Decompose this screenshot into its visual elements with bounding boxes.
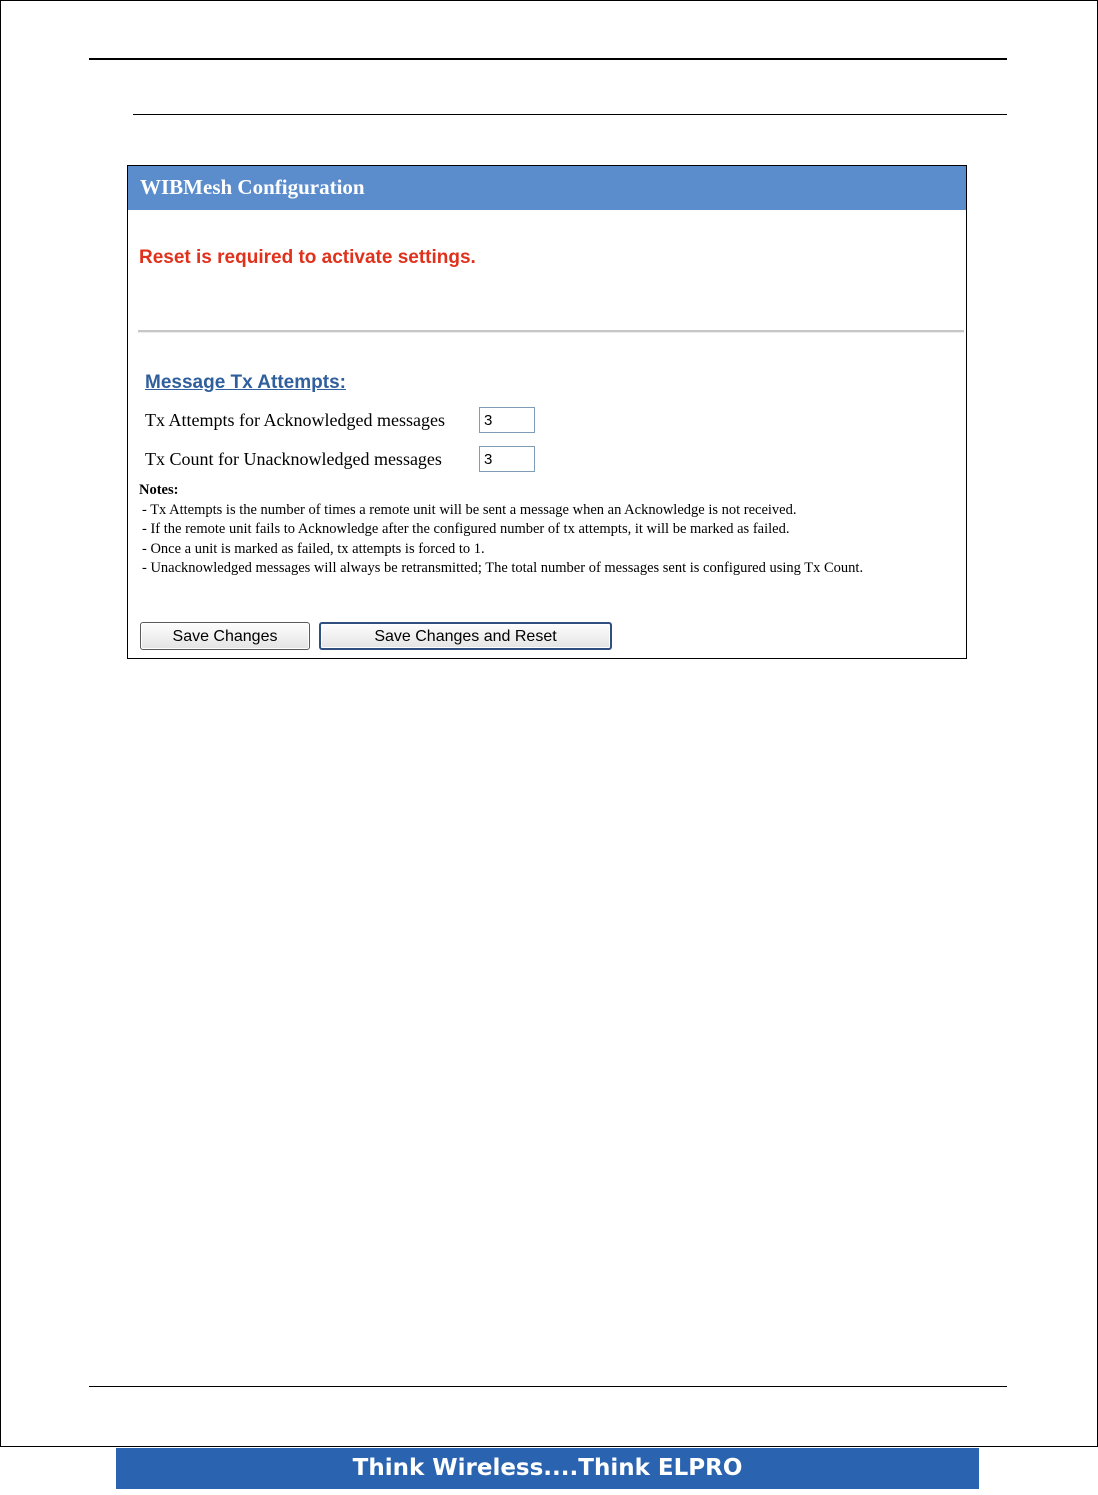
field-row-tx-count [145, 445, 535, 473]
notes-title: Notes: [139, 482, 179, 498]
save-changes-and-reset-button[interactable]: Save Changes and Reset [319, 622, 612, 650]
page-border-bottom [0, 1446, 1098, 1447]
note-line: - Once a unit is marked as failed, tx attempts is forced to 1. [142, 540, 485, 557]
section-heading-message-tx-attempts: Message Tx Attempts: [145, 372, 346, 393]
tx-count-input[interactable] [479, 446, 535, 472]
tx-attempts-input[interactable] [479, 407, 535, 433]
footer-slogan-banner: Think Wireless....Think ELPRO [116, 1448, 979, 1489]
tx-attempts-label: Tx Attempts for Acknowledged messages [145, 409, 445, 430]
footer-rule [89, 1386, 1007, 1387]
reset-required-message: Reset is required to activate settings. [139, 247, 476, 268]
save-changes-button[interactable]: Save Changes [140, 622, 310, 650]
section-divider [138, 330, 964, 333]
subheader-rule [133, 114, 1007, 115]
field-row-tx-attempts [145, 406, 535, 434]
notes-block [139, 481, 954, 579]
panel-title: WIBMesh Configuration [128, 166, 966, 210]
note-line: - Unacknowledged messages will always be retransmitted; The total number of messages sent is configured using Tx Count. [142, 560, 864, 576]
note-line: - Tx Attempts is the number of times a remote unit will be sent a message when an Acknowledge is not received. [142, 501, 797, 518]
note-line: - If the remote unit fails to Acknowledge after the configured number of tx attempts, it will be marked as failed. [142, 521, 790, 537]
wibmesh-configuration-panel [127, 165, 967, 659]
header-rule [89, 58, 1007, 60]
tx-count-label: Tx Count for Unacknowledged messages [145, 448, 442, 469]
